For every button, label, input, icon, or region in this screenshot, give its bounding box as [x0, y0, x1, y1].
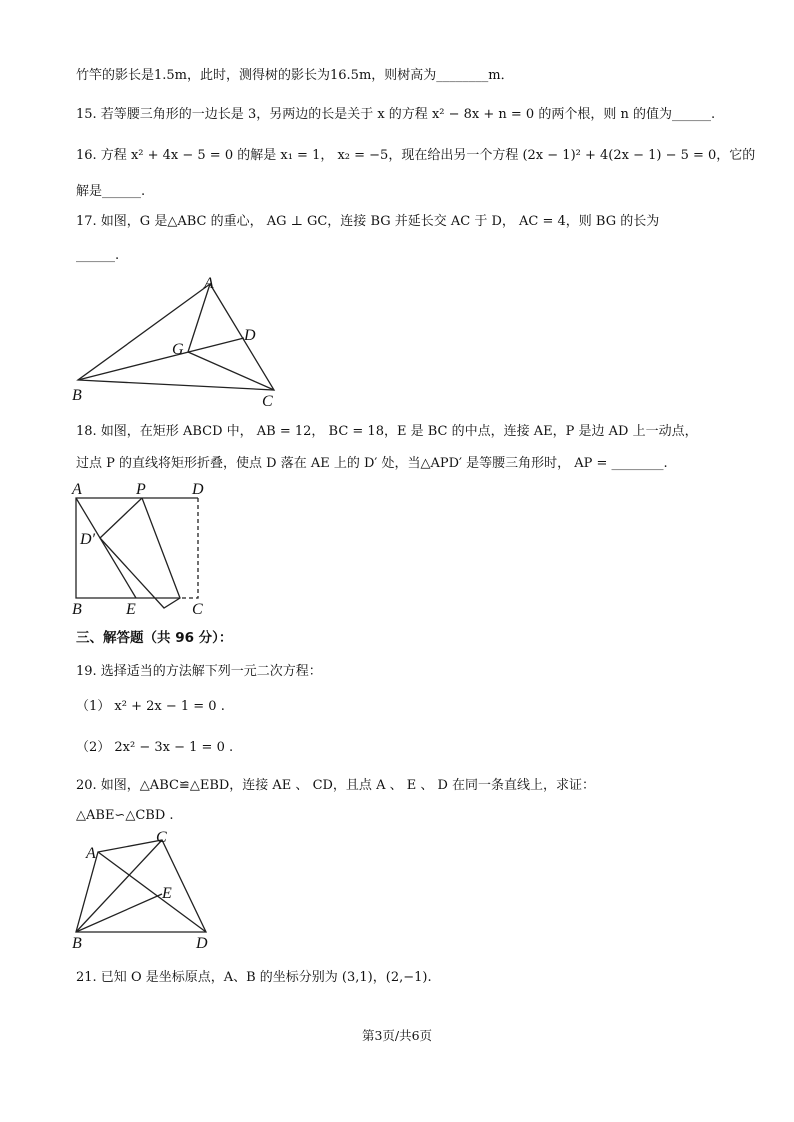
question-21: 21. 已知 O 是坐标原点，A、B 的坐标分别为 (3,1)，(2,−1).	[76, 970, 432, 985]
question-15: 15. 若等腰三角形的一边长是 3，另两边的长是关于 x 的方程 x² − 8x + n = 0 的两个根，则 n 的值为______.	[76, 107, 716, 122]
label-p: P	[136, 481, 146, 498]
section-3-heading: 三、解答题（共 96 分）：	[76, 630, 233, 646]
label-e: E	[162, 885, 172, 902]
segment-ag	[188, 284, 210, 352]
figure-17-triangle	[70, 272, 310, 412]
page-footer: 第3页/共6页	[361, 1028, 433, 1043]
rectangle-dashed-edges	[178, 498, 198, 598]
question-18-continued: 过点 P 的直线将矩形折叠，使点 D 落在 AE 上的 D′ 处，当△APD′ 是等腰三角形时， AP = ________.	[76, 456, 668, 471]
figure-20-quadrilateral	[70, 830, 230, 950]
question-17: 17. 如图，G 是△ABC 的重心， AG ⊥ GC，连接 BG 并延长交 AC 于 D， AC = 4，则 BG 的长为	[76, 214, 660, 229]
question-20: 20. 如图，△ABC≌△EBD，连接 AE 、 CD，且点 A 、 E 、 D 在同一条直线上，求证：	[76, 778, 596, 793]
label-c: C	[156, 829, 167, 846]
rectangle-solid-edges	[76, 498, 198, 598]
label-e: E	[126, 601, 136, 618]
label-b: B	[72, 387, 82, 404]
segment-bd	[78, 338, 244, 380]
folded-flap	[100, 498, 180, 608]
label-a: A	[204, 275, 214, 292]
question-17-answer-line: ______.	[76, 248, 120, 263]
segment-p-dprime	[100, 498, 142, 538]
label-b: B	[72, 601, 82, 618]
label-c: C	[192, 601, 203, 618]
label-d-prime: D′	[80, 531, 96, 548]
label-b: B	[72, 935, 82, 952]
question-20-conclusion: △ABE∽△CBD .	[76, 808, 174, 823]
figure-18-rectangle-fold	[70, 480, 230, 620]
label-g: G	[172, 341, 184, 358]
label-a: A	[86, 845, 96, 862]
segment-be	[76, 894, 162, 932]
segment-gc	[188, 352, 274, 390]
question-16-answer-line: 解是______.	[76, 184, 146, 199]
label-a: A	[72, 481, 82, 498]
question-18: 18. 如图，在矩形 ABCD 中， AB = 12， BC = 18，E 是 BC 的中点，连接 AE，P 是边 AD 上一动点，	[76, 424, 698, 439]
question-19-part-1: （1） x² + 2x − 1 = 0 .	[76, 699, 225, 714]
question-19-part-2: （2） 2x² − 3x − 1 = 0 .	[76, 740, 234, 755]
label-c: C	[262, 393, 273, 410]
question-14-continuation: 竹竿的影长是1.5m，此时，测得树的影长为16.5m，则树高为________m．	[76, 68, 514, 83]
label-d: D	[192, 481, 204, 498]
question-16: 16. 方程 x² + 4x − 5 = 0 的解是 x₁ = 1， x₂ = −5，现在给出另一个方程 (2x − 1)² + 4(2x − 1) − 5 = 0，它的	[76, 148, 756, 163]
question-19: 19. 选择适当的方法解下列一元二次方程：	[76, 664, 322, 679]
label-d: D	[244, 327, 256, 344]
label-d: D	[196, 935, 208, 952]
